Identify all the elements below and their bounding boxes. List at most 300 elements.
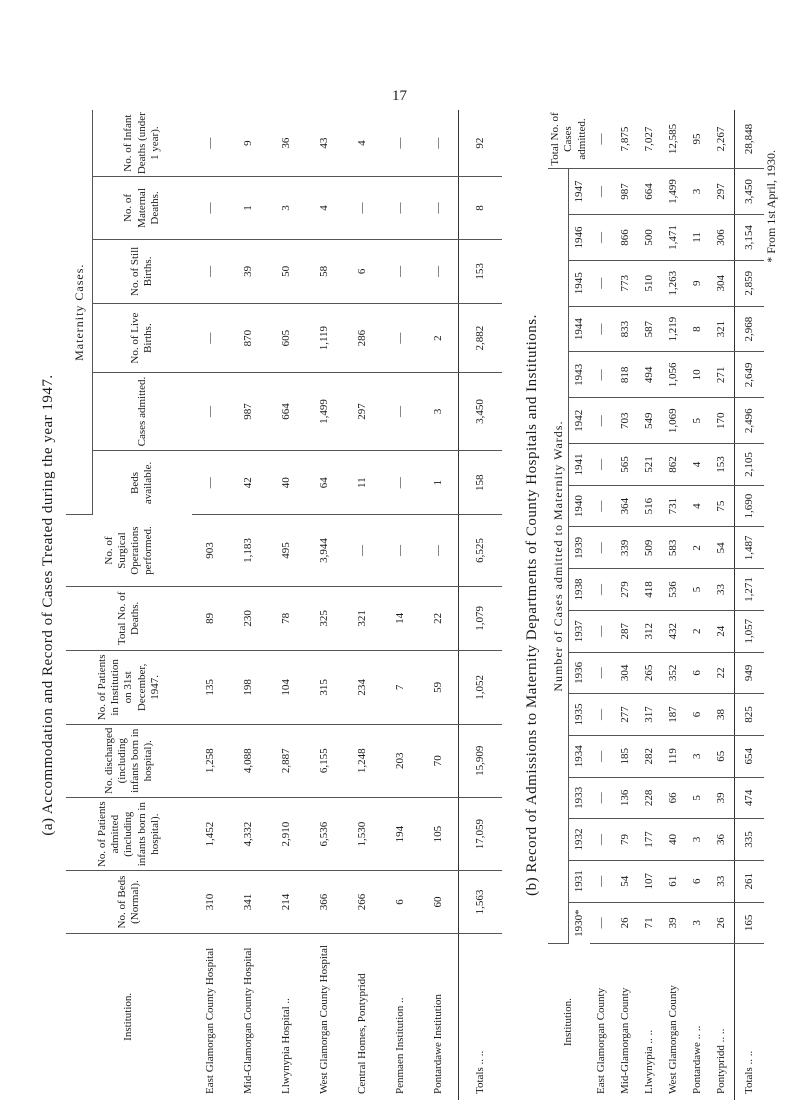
table-a-cell: 39 [230, 239, 268, 304]
table-b-cell: 11 [686, 215, 710, 261]
table-b-cell: 565 [614, 444, 638, 486]
table-a-cell: — [344, 515, 382, 586]
table-b-cell: 136 [614, 777, 638, 819]
table-a-cell: — [420, 110, 458, 177]
table-b-cell: 33 [710, 860, 734, 902]
table-b-title: (b) Record of Admissions to Maternity Departments of County Hospitals and Institutions. [524, 314, 540, 896]
table-a-cell: 203 [382, 724, 420, 797]
table-b-cell: 39 [710, 777, 734, 819]
table-a [66, 110, 502, 1100]
table-b-cell: 177 [638, 819, 662, 861]
table-b-cell: 587 [638, 306, 662, 352]
table-b-cell: — [590, 485, 614, 527]
table-b-cell: 170 [710, 398, 734, 444]
table-a-cell: 315 [306, 651, 344, 724]
table-a-total-cell: 1,079 [458, 586, 502, 651]
table-b-cell: 583 [662, 527, 686, 569]
table-a-cell: 366 [306, 871, 344, 933]
table-a-header-in-institution: No. of Patients in Institution on 31st December, 1947. [66, 651, 192, 724]
table-b-total-cell: 2,859 [734, 260, 764, 306]
table-b-cell: 509 [638, 527, 662, 569]
table-a-total-cell: 1,563 [458, 871, 502, 933]
table-b-cell: 3 [686, 819, 710, 861]
table-a-row [192, 110, 230, 1100]
table-b-cell: 95 [686, 110, 710, 168]
table-a-row-label: Mid-Glamorgan County Hospital [242, 947, 255, 1094]
table-b-cell: 339 [614, 527, 638, 569]
table-b-header-year: 1937 [568, 610, 590, 652]
table-b-cell: 304 [710, 260, 734, 306]
table-b-header-year: 1941 [568, 444, 590, 486]
table-b-block [518, 110, 788, 1100]
table-b-total-cell: 3,154 [734, 215, 764, 261]
table-b-cell: 282 [638, 735, 662, 777]
table-b-cell: — [590, 527, 614, 569]
table-b-cell: 1,219 [662, 306, 686, 352]
table-a-cell: 14 [382, 586, 420, 651]
table-b-cell: 40 [662, 819, 686, 861]
table-a-cell: — [382, 304, 420, 373]
table-b-cell: 364 [614, 485, 638, 527]
table-a-total-cell: 92 [458, 110, 502, 177]
table-b-cell: 773 [614, 260, 638, 306]
table-b [548, 110, 764, 1100]
table-b-cell: — [590, 819, 614, 861]
table-a-cell: 286 [344, 304, 382, 373]
table-b-cell: 54 [614, 860, 638, 902]
table-b-header-year: 1933 [568, 777, 590, 819]
table-a-cell: 234 [344, 651, 382, 724]
table-b-cell: 22 [710, 652, 734, 694]
table-b-cell: 5 [686, 569, 710, 611]
table-a-cell: — [382, 373, 420, 451]
table-b-cell: 39 [662, 902, 686, 944]
table-a-total-cell: 3,450 [458, 373, 502, 451]
table-a-cell: — [192, 373, 230, 451]
table-b-cell: — [590, 652, 614, 694]
table-a-cell: 903 [192, 515, 230, 586]
table-b-total-cell: 2,496 [734, 398, 764, 444]
table-a-cell: 198 [230, 651, 268, 724]
table-b-total-cell: 949 [734, 652, 764, 694]
table-b-cell: 277 [614, 694, 638, 736]
table-b-row [590, 110, 614, 1100]
table-a-cell: 4 [344, 110, 382, 177]
table-a-cell: 310 [192, 871, 230, 933]
table-b-cell: 664 [638, 168, 662, 214]
table-a-total-cell: 153 [458, 239, 502, 304]
table-b-total-cell: 825 [734, 694, 764, 736]
table-b-cell: 3 [686, 902, 710, 944]
table-b-cell: 75 [710, 485, 734, 527]
table-a-header-beds: No. of Beds (Normal). [66, 871, 192, 933]
table-a-cell: 1 [230, 177, 268, 239]
table-a-cell: 4 [306, 177, 344, 239]
table-a-cell: 1,258 [192, 724, 230, 797]
table-a-cell: 1 [420, 450, 458, 515]
table-a-cell: 266 [344, 871, 382, 933]
table-b-header-year: 1934 [568, 735, 590, 777]
table-a-group-header: Maternity Cases. [66, 110, 92, 515]
table-b-row-label: Pontypridd .. .. [715, 1028, 728, 1094]
table-b-cell: 4 [686, 485, 710, 527]
table-a-cell: 3,944 [306, 515, 344, 586]
table-b-cell: 24 [710, 610, 734, 652]
table-b-cell: 6 [686, 652, 710, 694]
table-b-cell: 265 [638, 652, 662, 694]
table-a-cell: 7 [382, 651, 420, 724]
table-b-header-total: Total No. of Cases admitted. [548, 110, 590, 168]
table-b-total-cell: 1,057 [734, 610, 764, 652]
table-a-cell: 11 [344, 450, 382, 515]
table-b-header-year: 1939 [568, 527, 590, 569]
table-b-cell: 304 [614, 652, 638, 694]
table-b-row-label: Mid-Glamorgan County [619, 987, 632, 1094]
table-b-cell: — [590, 110, 614, 168]
table-b-cell: 1,471 [662, 215, 686, 261]
table-a-row-label: Pontardawe Institution [432, 994, 445, 1094]
table-b-total-cell: 28,848 [734, 110, 764, 168]
table-a-cell: 58 [306, 239, 344, 304]
table-a-cell: 6,155 [306, 724, 344, 797]
table-b-cell: 516 [638, 485, 662, 527]
table-b-cell: 317 [638, 694, 662, 736]
table-a-row [306, 110, 344, 1100]
table-b-cell: 287 [614, 610, 638, 652]
table-b-cell: 9 [686, 260, 710, 306]
table-b-total-cell: 1,487 [734, 527, 764, 569]
table-b-totals-row [734, 110, 764, 1100]
table-b-cell: 866 [614, 215, 638, 261]
table-b-cell: 7,875 [614, 110, 638, 168]
table-b-cell: 2 [686, 610, 710, 652]
table-b-cell: 107 [638, 860, 662, 902]
table-a-cell: 2 [420, 304, 458, 373]
table-a-total-cell: 8 [458, 177, 502, 239]
table-b-cell: — [590, 569, 614, 611]
table-b-header-year: 1930* [572, 909, 585, 937]
table-a-cell: 6,536 [306, 797, 344, 870]
table-a-row-label: East Glamorgan County Hospital [204, 947, 217, 1094]
table-b-cell: 61 [662, 860, 686, 902]
table-b-cell: — [590, 860, 614, 902]
table-a-cell: 325 [306, 586, 344, 651]
table-b-cell: 352 [662, 652, 686, 694]
table-a-header-maternal-deaths: No. of Maternal Deaths. [92, 177, 192, 239]
table-b-row-label: Pontardawe .. .. [691, 1025, 704, 1094]
table-a-row [344, 110, 382, 1100]
table-b-cell: 10 [686, 352, 710, 398]
table-a-cell: 135 [192, 651, 230, 724]
table-b-cell: 79 [614, 819, 638, 861]
table-a-cell: 1,183 [230, 515, 268, 586]
table-a-cell: 60 [420, 871, 458, 933]
table-b-cell: 321 [710, 306, 734, 352]
table-a-total-cell: 6,525 [458, 515, 502, 586]
table-a-cell: 78 [268, 586, 306, 651]
table-b-cell: 6 [686, 860, 710, 902]
table-b-cell: 536 [662, 569, 686, 611]
table-b-header-year: 1932 [568, 819, 590, 861]
table-b-total-cell: 1,690 [734, 485, 764, 527]
table-b-cell: 1,069 [662, 398, 686, 444]
table-a-header-admitted: No. of Patients admitted (including infants born in hospital). [66, 797, 192, 870]
table-a-cell: 22 [420, 586, 458, 651]
table-a-cell: — [192, 177, 230, 239]
table-a-cell: — [192, 304, 230, 373]
table-b-cell: 987 [614, 168, 638, 214]
table-a-cell: — [382, 110, 420, 177]
table-b-cell: 312 [638, 610, 662, 652]
table-b-cell: 862 [662, 444, 686, 486]
table-b-cell: 5 [686, 398, 710, 444]
table-a-header-live-births: No. of Live Births. [92, 304, 192, 373]
table-a-total-cell: 15,909 [458, 724, 502, 797]
table-b-total-cell: 474 [734, 777, 764, 819]
table-a-cell: 2,887 [268, 724, 306, 797]
table-a-cell: 987 [230, 373, 268, 451]
table-a-cell: 1,119 [306, 304, 344, 373]
table-a-row [382, 110, 420, 1100]
table-b-cell: — [590, 398, 614, 444]
table-a-cell: — [382, 515, 420, 586]
table-a-title: (a) Accommodation and Record of Cases Treated during the year 1947. [40, 374, 56, 836]
table-b-header-year: 1947 [568, 168, 590, 214]
table-a-cell: — [192, 110, 230, 177]
table-b-cell: 521 [638, 444, 662, 486]
table-a-cell: 89 [192, 586, 230, 651]
table-a-header-infant-deaths: No. of Infant Deaths (under 1 year). [92, 110, 192, 177]
table-a-cell: 605 [268, 304, 306, 373]
table-b-row [662, 110, 686, 1100]
table-b-header-year: 1936 [568, 652, 590, 694]
table-a-cell: 297 [344, 373, 382, 451]
table-a-cell: 230 [230, 586, 268, 651]
table-b-cell: — [590, 735, 614, 777]
table-a-cell: — [192, 450, 230, 515]
table-b-cell: 54 [710, 527, 734, 569]
table-b-cell: 33 [710, 569, 734, 611]
table-a-total-cell: 2,882 [458, 304, 502, 373]
table-b-cell: 36 [710, 819, 734, 861]
table-a-total-cell: 1,052 [458, 651, 502, 724]
table-b-header-institution: Institution. [562, 998, 575, 1047]
table-b-row-label: East Glamorgan County [595, 987, 608, 1094]
table-a-header-cases-admitted: Cases admitted. [92, 373, 192, 451]
table-a-cell: 214 [268, 871, 306, 933]
table-a-row [268, 110, 306, 1100]
table-b-cell: 26 [614, 902, 638, 944]
table-a-header-operations: No. of Surgical Operations performed. [66, 515, 192, 586]
table-a-total-cell: 158 [458, 450, 502, 515]
table-b-cell: 271 [710, 352, 734, 398]
table-a-cell: 9 [230, 110, 268, 177]
table-a-cell: 104 [268, 651, 306, 724]
table-b-cell: 1,499 [662, 168, 686, 214]
table-b-cell: — [590, 777, 614, 819]
table-b-total-cell: 3,450 [734, 168, 764, 214]
page-number: 17 [392, 88, 407, 104]
table-b-cell: 12,585 [662, 110, 686, 168]
table-a-cell: 4,088 [230, 724, 268, 797]
table-a-cell: 1,248 [344, 724, 382, 797]
table-a-header-still-births: No. of Still Births. [92, 239, 192, 304]
table-a-cell: 70 [420, 724, 458, 797]
table-b-cell: — [590, 352, 614, 398]
table-a-cell: 43 [306, 110, 344, 177]
table-a-cell: 64 [306, 450, 344, 515]
table-b-total-cell: 261 [734, 860, 764, 902]
table-b-cell: — [590, 215, 614, 261]
table-a-row-label: Central Homes, Pontypridd [356, 973, 369, 1094]
table-a-cell: — [420, 177, 458, 239]
table-b-cell: 185 [614, 735, 638, 777]
table-b-total-cell: 2,105 [734, 444, 764, 486]
table-a-header-beds-available: Beds available. [129, 461, 155, 505]
table-b-header-year: 1931 [568, 860, 590, 902]
table-b-total-cell: 2,968 [734, 306, 764, 352]
table-b-header-year: 1946 [568, 215, 590, 261]
table-a-cell: 6 [344, 239, 382, 304]
table-b-cell: 494 [638, 352, 662, 398]
table-b-cell: — [590, 260, 614, 306]
table-b-header-year: 1942 [568, 398, 590, 444]
table-b-cell: 119 [662, 735, 686, 777]
table-b-cell: 4 [686, 444, 710, 486]
table-b-cell: 187 [662, 694, 686, 736]
table-a-header-deaths: Total No. of Deaths. [66, 586, 192, 651]
table-a-cell: 341 [230, 871, 268, 933]
table-b-cell: — [590, 444, 614, 486]
table-b-cell: 38 [710, 694, 734, 736]
table-b-cell: 279 [614, 569, 638, 611]
table-a-cell: 1,499 [306, 373, 344, 451]
table-b-cell: 703 [614, 398, 638, 444]
table-b-cell: 549 [638, 398, 662, 444]
table-b-totals-label: Totals .. .. [734, 944, 764, 1100]
table-b-cell: 306 [710, 215, 734, 261]
table-b-cell: 731 [662, 485, 686, 527]
table-b-row [638, 110, 662, 1100]
table-b-cell: — [590, 306, 614, 352]
table-b-header-year: 1935 [568, 694, 590, 736]
table-b-cell: 6 [686, 694, 710, 736]
table-b-total-cell: 1,271 [734, 569, 764, 611]
table-b-row [614, 110, 638, 1100]
table-b-cell: 7,027 [638, 110, 662, 168]
table-b-cell: — [590, 610, 614, 652]
table-a-cell: — [382, 177, 420, 239]
table-b-cell: — [590, 902, 614, 944]
table-b-cell: 418 [638, 569, 662, 611]
table-b-cell: 3 [686, 168, 710, 214]
table-a-cell: 40 [268, 450, 306, 515]
table-a-cell: — [192, 239, 230, 304]
table-b-cell: 818 [614, 352, 638, 398]
table-a-cell: 870 [230, 304, 268, 373]
table-a-row [420, 110, 458, 1100]
table-a-cell: — [382, 239, 420, 304]
table-b-cell: 71 [638, 902, 662, 944]
table-a-cell: — [382, 450, 420, 515]
table-b-cell: 5 [686, 777, 710, 819]
table-b-total-cell: 654 [734, 735, 764, 777]
table-b-cell: 26 [710, 902, 734, 944]
table-a-cell: 6 [382, 871, 420, 933]
table-a-cell: 4,332 [230, 797, 268, 870]
table-b-header-year: 1943 [568, 352, 590, 398]
table-b-row-label: West Glamorgan County [667, 985, 680, 1094]
table-a-cell: 3 [268, 177, 306, 239]
table-a-cell: 36 [268, 110, 306, 177]
table-b-cell: 66 [662, 777, 686, 819]
table-b-cell: 153 [710, 444, 734, 486]
table-b-total-cell: 335 [734, 819, 764, 861]
table-a-header-discharged: No. discharged (including infants born in hospital). [66, 724, 192, 797]
table-a-cell: 1,530 [344, 797, 382, 870]
table-b-cell: 1,056 [662, 352, 686, 398]
table-a-header-institution: Institution. [122, 992, 135, 1041]
table-b-header-year: 1944 [568, 306, 590, 352]
table-b-row [686, 110, 710, 1100]
table-b-cell: 1,263 [662, 260, 686, 306]
table-a-row [230, 110, 268, 1100]
table-a-row-label: West Glamorgan County Hospital [318, 945, 331, 1094]
table-a-row-label: Llwynypia Hospital .. [280, 998, 293, 1094]
table-b-cell: 2 [686, 527, 710, 569]
table-b-cell: 432 [662, 610, 686, 652]
table-b-header-year: 1945 [568, 260, 590, 306]
table-b-row [710, 110, 734, 1100]
table-b-total-cell: 165 [734, 902, 764, 944]
table-a-cell: 2,910 [268, 797, 306, 870]
table-a-total-cell: 17,059 [458, 797, 502, 870]
table-a-cell: — [420, 515, 458, 586]
table-a-totals-row [458, 110, 502, 1100]
table-b-row-label: Llwynypia .. .. [643, 1029, 656, 1094]
table-a-cell: 3 [420, 373, 458, 451]
table-b-header-year: 1940 [568, 485, 590, 527]
table-b-group-header: Number of Cases admitted to Maternity Wards. [548, 168, 568, 943]
table-a-row-label: Penmaen Institution .. [394, 997, 407, 1094]
table-a-cell: 105 [420, 797, 458, 870]
table-b-cell: 228 [638, 777, 662, 819]
table-a-cell: 59 [420, 651, 458, 724]
table-a-cell: — [344, 177, 382, 239]
table-a-cell: 664 [268, 373, 306, 451]
table-a-totals-label: Totals .. .. [458, 933, 502, 1100]
table-b-cell: 2,267 [710, 110, 734, 168]
table-a-cell: — [420, 239, 458, 304]
table-a-cell: 194 [382, 797, 420, 870]
table-b-cell: 65 [710, 735, 734, 777]
table-b-cell: 833 [614, 306, 638, 352]
table-a-cell: 321 [344, 586, 382, 651]
rotated-page [40, 110, 800, 1100]
table-a-cell: 495 [268, 515, 306, 586]
footnote: * From 1st April, 1930. [764, 150, 778, 263]
table-b-total-cell: 2,649 [734, 352, 764, 398]
table-b-header-year: 1938 [568, 569, 590, 611]
table-a-cell: 50 [268, 239, 306, 304]
table-a-cell: 42 [230, 450, 268, 515]
table-b-cell: 510 [638, 260, 662, 306]
table-b-cell: — [590, 168, 614, 214]
table-a-cell: 1,452 [192, 797, 230, 870]
table-b-cell: 3 [686, 735, 710, 777]
table-b-cell: 8 [686, 306, 710, 352]
table-b-cell: 500 [638, 215, 662, 261]
